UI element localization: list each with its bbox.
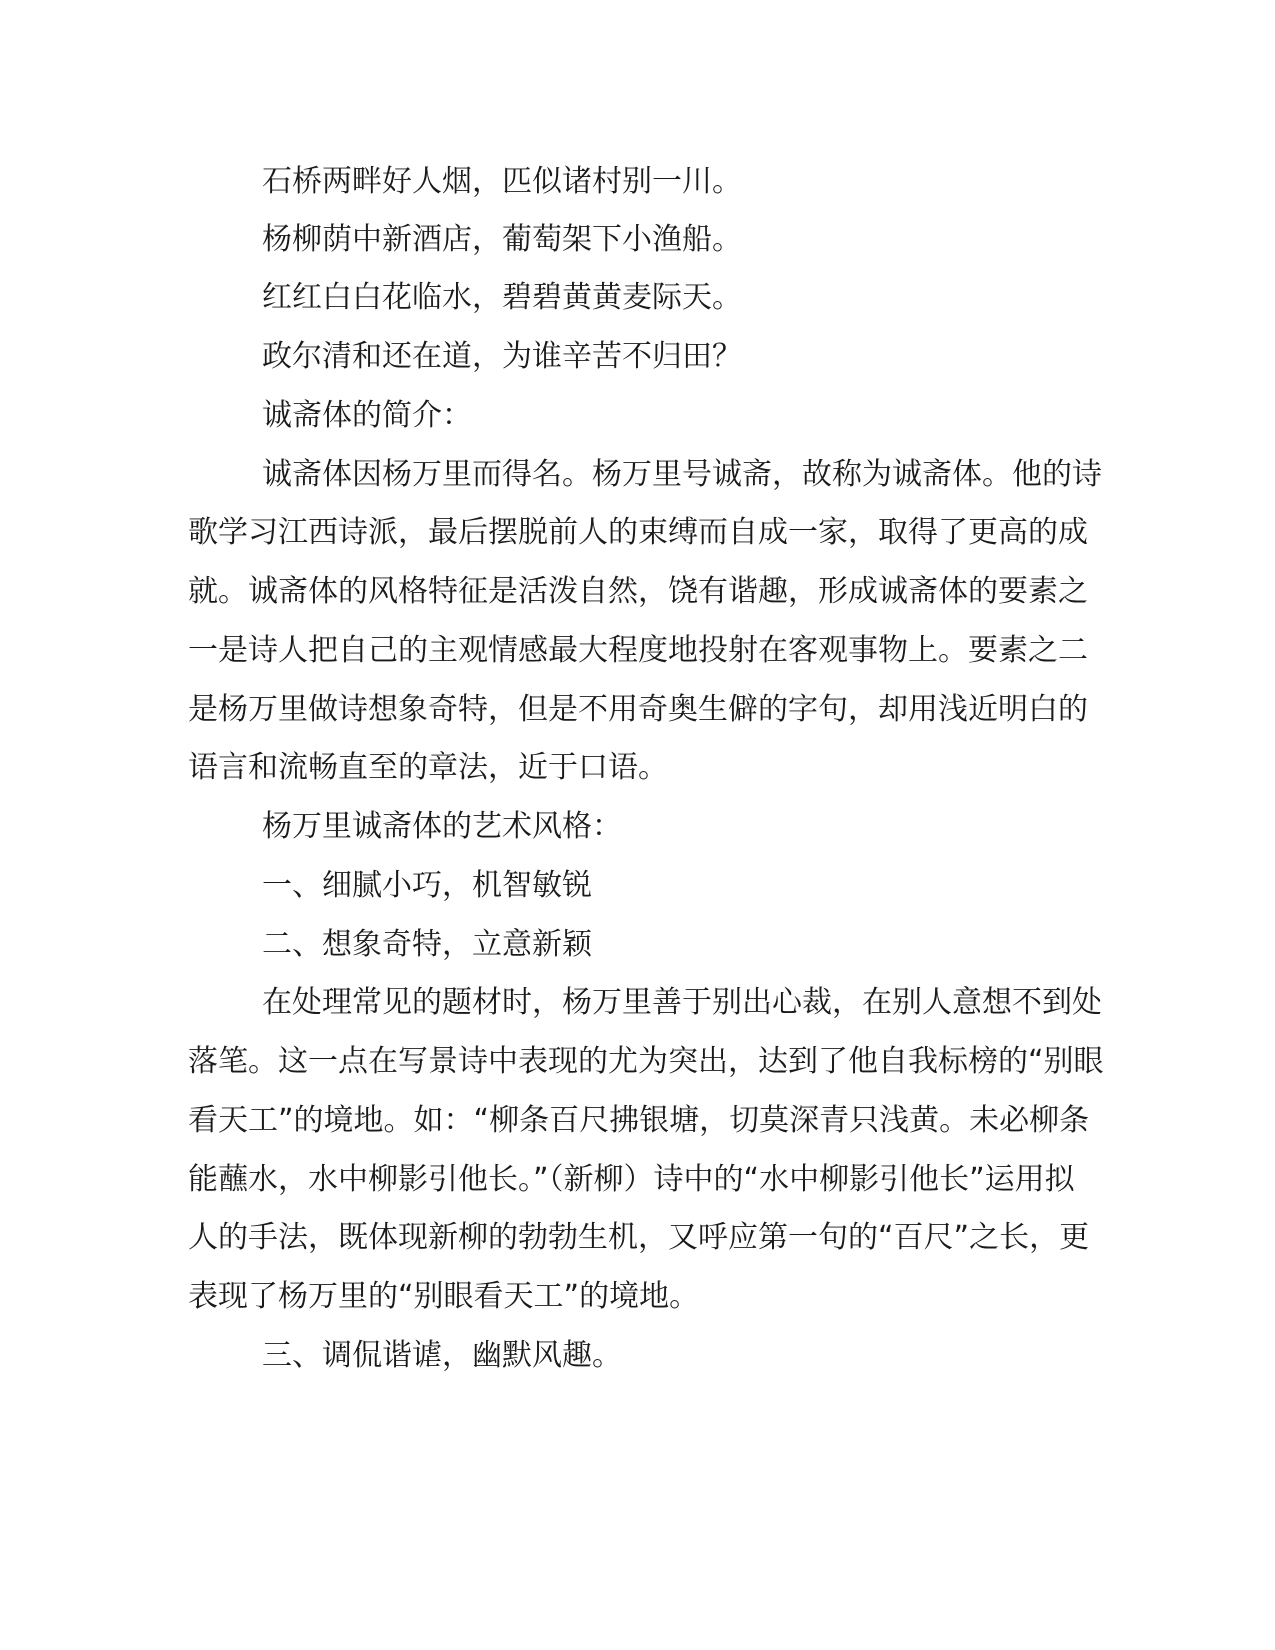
paragraph-line: 一是诗人把自己的主观情感最大程度地投射在客观事物上。要素之二 <box>188 633 1088 668</box>
poem-line-4: 政尔清和还在道，为谁辛苦不归田？ <box>262 339 742 374</box>
section-heading-intro: 诚斋体的简介： <box>262 398 472 433</box>
paragraph-line: 诚斋体因杨万里而得名。杨万里号诚斋，故称为诚斋体。他的诗 <box>262 457 1102 492</box>
poem-line-3: 红红白白花临水，碧碧黄黄麦际天。 <box>262 280 742 315</box>
paragraph-line: 落笔。这一点在写景诗中表现的尤为突出，达到了他自我标榜的“别眼 <box>188 1044 1104 1079</box>
list-item-3: 三、调侃谐谑，幽默风趣。 <box>262 1338 622 1373</box>
paragraph-line: 看天工”的境地。如：“柳条百尺拂银塘，切莫深青只浅黄。未必柳条 <box>188 1103 1090 1138</box>
paragraph-line: 人的手法，既体现新柳的勃勃生机，又呼应第一句的“百尺”之长，更 <box>188 1220 1090 1255</box>
poem-line-2: 杨柳荫中新酒店，葡萄架下小渔船。 <box>262 222 742 257</box>
paragraph-line: 表现了杨万里的“别眼看天工”的境地。 <box>188 1279 700 1314</box>
list-item-1: 一、细腻小巧，机智敏锐 <box>262 868 592 903</box>
paragraph-line: 歌学习江西诗派，最后摆脱前人的束缚而自成一家，取得了更高的成 <box>188 515 1088 550</box>
paragraph-line: 就。诚斋体的风格特征是活泼自然，饶有谐趣，形成诚斋体的要素之 <box>188 574 1088 609</box>
paragraph-line: 语言和流畅直至的章法，近于口语。 <box>188 750 668 785</box>
poem-line-1: 石桥两畔好人烟，匹似诸村别一川。 <box>262 164 742 199</box>
paragraph-line: 能蘸水，水中柳影引他长。”（新柳）诗中的“水中柳影引他长”运用拟 <box>188 1162 1075 1197</box>
list-item-2: 二、想象奇特，立意新颖 <box>262 927 592 962</box>
section-heading-style: 杨万里诚斋体的艺术风格： <box>262 809 622 844</box>
paragraph-line: 是杨万里做诗想象奇特，但是不用奇奥生僻的字句，却用浅近明白的 <box>188 692 1088 727</box>
paragraph-line: 在处理常见的题材时，杨万里善于别出心裁，在别人意想不到处 <box>262 985 1102 1020</box>
